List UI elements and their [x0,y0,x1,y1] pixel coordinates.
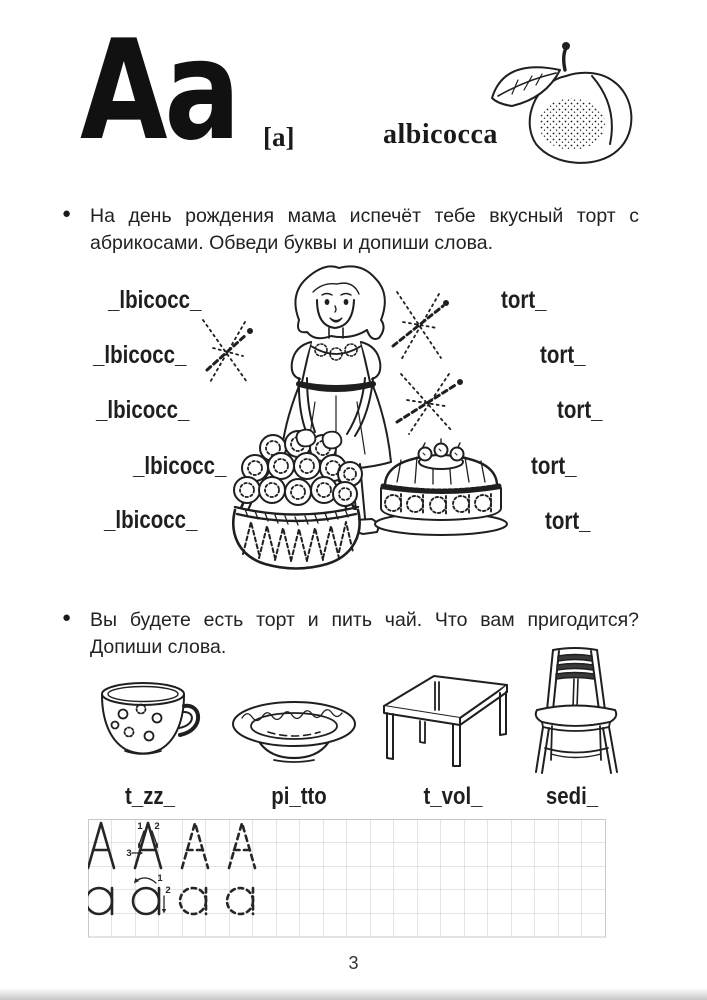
stroke-number: 2 [165,885,171,896]
trace-word-torta-4: tort_ [531,452,577,480]
page-title-letters: Aa [80,10,238,171]
task2-bullet-icon: ● [62,609,72,626]
dragonfly-icon-2 [393,292,449,360]
stroke-number: 2 [154,821,160,832]
dragonfly-icon-1 [203,320,253,384]
trace-word-torta-1: tort_ [501,286,547,314]
trace-word-albicocca-5: _lbicocc_ [104,506,198,534]
trace-word-torta-5: tort_ [545,507,591,535]
dragonfly-icon-3 [397,374,463,434]
label-piatto: pi_tto [271,783,327,810]
trace-word-albicocca-2: _lbicocc_ [93,341,187,369]
label-tazza: t_zz_ [125,783,175,810]
task1-bullet-icon: ● [62,205,72,222]
trace-word-albicocca-3: _lbicocc_ [96,396,190,424]
teacup-icon [92,678,210,766]
cake-with-trace-letters [375,439,507,535]
page-number: 3 [348,953,359,973]
task2-text: Вы будете есть торт и пить чай. Что вам пригодится? Допиши слова. [90,609,639,658]
stroke-number: 3 [126,848,132,859]
trace-word-albicocca-1: _lbicocc_ [108,286,202,314]
label-sedia: sedi_ [545,783,599,810]
stroke-number: 1 [137,821,143,832]
label-tavolo: t_vol_ [423,783,483,810]
table-icon [376,666,513,770]
trace-word-albicocca-4: _lbicocc_ [133,452,227,480]
chair-icon [522,646,632,780]
transcription: [a] [263,122,295,152]
handwriting-practice-grid [88,819,606,938]
trace-word-torta-3: tort_ [557,396,603,424]
task1-text: На день рождения мама испечёт тебе вкусный торт с абрикосами. Обведи буквы и допиши слова. [90,205,639,254]
girl-with-basket-illustration [195,262,510,574]
keyword-albicocca: albicocca [383,119,498,150]
trace-word-torta-2: tort_ [540,341,586,369]
grid-cells [89,820,606,938]
page-edge-shadow [0,988,707,1000]
saucer-icon [228,694,360,766]
apricot-icon [462,36,644,168]
stroke-number: 1 [157,873,163,884]
